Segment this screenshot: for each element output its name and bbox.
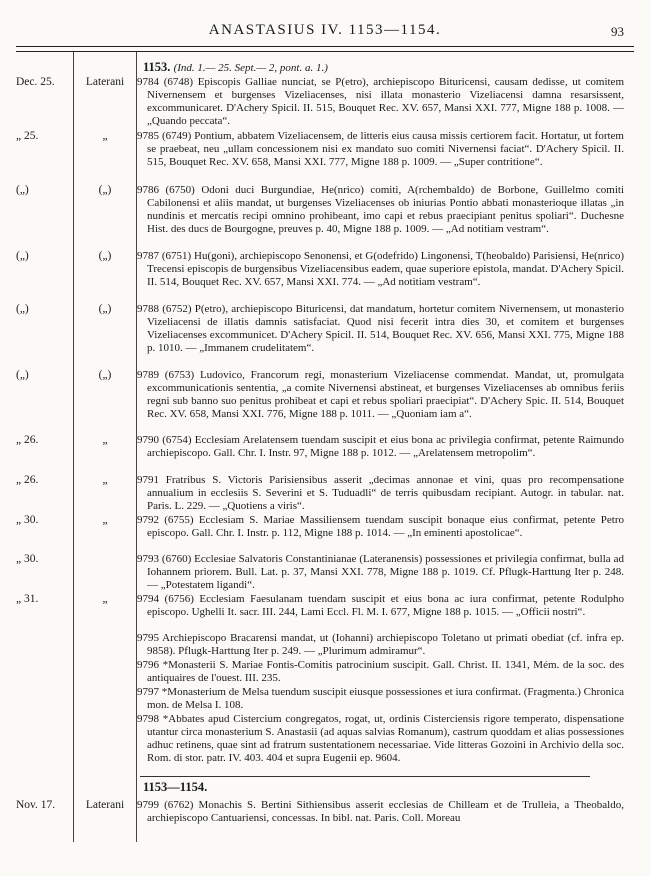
year-label: 1153. (143, 60, 171, 74)
entry-place: „ (102, 474, 108, 486)
page-header (0, 22, 650, 46)
entry-place: („) (98, 250, 112, 262)
entry-text: 9784 (6748) Episcopis Galliae nunciat, se P(etro), archiepiscopo Bituricensi, causam dedisse, ut comitem Nivernensem et burgenses Vizeliacenses, nisi illata monasterio Vizeliacensi damna resarsissent, excommunicaret. D'Achery Spicil. II. 515, Bouquet Rec. XV. 657, Mansi XXI. 777, Migne 188 p. 1008. — „Quando peccata“. (137, 76, 624, 128)
entry-text: 9796 *Monasterii S. Mariae Fontis-Comitis patrocinium suscipit. Gall. Christ. II. 1341, Mém. de la soc. des antiquaires de l'ouest. III. 235. (137, 659, 624, 685)
page-number: 93 (611, 24, 624, 39)
entry-text: 9790 (6754) Ecclesiam Arelatensem tuendam suscipit et eius bona ac privilegia confirmat, petente Raimundo archiepiscopo. Gall. Chr. I. Instr. 97, Migne 188 p. 1012. — „Arelatensem metropolim“. (137, 434, 624, 460)
entry-text: 9793 (6760) Ecclesiae Salvatoris Constantinianae (Lateranensis) possessiones et privilegia confirmat, bulla ad Iohannem priorem. Bull. Lat. p. 37, Mansi XXI. 778, Migne 188 p. 1019. Cf. Pflugk-Harttung Iter p. 248. — „Potestatem ligandi“. (137, 553, 624, 592)
header-rule-thin (16, 51, 634, 52)
year-heading (143, 780, 207, 795)
entry-date: „ 30. (16, 553, 39, 565)
entry-place: („) (98, 303, 112, 315)
entry-date: („) (16, 184, 29, 196)
section-rule (140, 776, 590, 777)
entry-date: Nov. 17. (16, 799, 56, 811)
column-divider-date (73, 52, 74, 842)
entry-text: 9799 (6762) Monachis S. Bertini Sithiensibus asserit ecclesias de Chilleam et de Trulleia, a Theobaldo, archiepiscopo Cantuariensi, concessas. In bibl. nat. Paris. Coll. Moreau (137, 799, 624, 825)
entry-text: 9792 (6755) Ecclesiam S. Mariae Massiliensem tuendam suscipit bonaque eius confirmat, petente Petro episcopo. Gall. Chr. I. Instr. p. 112, Migne 188 p. 1014. — „In eminenti apostolicae“. (137, 514, 624, 540)
entry-text: 9791 Fratribus S. Victoris Parisiensibus asserit „decimas annonae et vini, quas pro recompensatione annualium in ecclesiis S. Severini et S. Tuduadli“ de terris quibusdam recipiant. Autogr. in tabular. nat. Paris. L. 229. — „Quotiens a viris“. (137, 474, 624, 513)
entry-text: 9794 (6756) Ecclesiam Faesulanam tuendam suscipit et eius bona ac iura confirmat, petente Rodulpho episcopo. Ughelli It. sacr. III. 244, Lami Eccl. Fl. M. I. 677, Migne 188 p. 1015. — „Officii nostri“. (137, 593, 624, 619)
entry-date: („) (16, 303, 29, 315)
entry-text: 9797 *Monasterium de Melsa tuendum suscipit eiusque possessiones et iura confirmat. (Fragmenta.) Chronica mon. de Melsa I. 108. (137, 686, 624, 712)
entry-date: „ 26. (16, 474, 39, 486)
year-label: 1153—1154. (143, 780, 208, 794)
running-title: ANASTASIUS IV. 1153—1154. (208, 22, 442, 38)
header-rule (16, 46, 634, 47)
entry-place: „ (102, 514, 108, 526)
entry-place: Laterani (85, 799, 125, 811)
entry-text: 9787 (6751) Hu(goni), archiepiscopo Senonensi, et G(odefrido) Lingonensi, T(heobaldo) Parisiensi, He(nrico) Trecensi episcopis de burgensibus Vizeliacensibus eadem, quae superiore epistola, mandat. D'Achery Spicil. II. 514, Bouquet Rec. XV. 657, Mansi XXI. 774. — „Ad notitiam vestram“. (137, 250, 624, 289)
entry-text: 9795 Archiepiscopo Bracarensi mandat, ut (Iohanni) archiepiscopo Toletano ut primati obediat (cf. infra ep. 9858). Pflugk-Harttung Iter p. 249. — „Plurimum admiramur“. (137, 632, 624, 658)
entry-date: „ 30. (16, 514, 39, 526)
entry-text: 9798 *Abbates apud Cistercium congregatos, rogat, ut, ordinis Cisterciensis rigore temperato, dispensatione utantur circa monasterium S. Anastasii (ad aquas salvias Romanum), castrum quoddam et alias possessiones adhuc retinens, quae sint ad fratrum sustentationem necessariae. Vide litteras Gozoini in Archivio della soc. Rom. di stor. patr. IV. 403. 404 et supra Eugenii ep. 9604. (137, 713, 624, 765)
entry-text: 9788 (6752) P(etro), archiepiscopo Bituricensi, dat mandatum, hortetur comitem Nivernensem, ut monasterio Vizeliacensi de illatis damnis satisfaciat. Quod nisi fecerit intra dies 30, et comitem et burgenses Vizeliacenses excommunicet. D'Achery Spicil. II. 514, Bouquet Rec. XV. 656, Mansi XXI. 775, Migne 188 p. 1010. — „Immanem crudelitatem“. (137, 303, 624, 355)
entry-place: „ (102, 593, 108, 605)
entry-text: 9789 (6753) Ludovico, Francorum regi, monasterium Vizeliacense commendat. Mandat, ut, promulgata excommunicationis sententia, „a comite Nivernensi abstineat, et burgenses Vizeliacenses ab omnibus feriis regni sub banno suo penitus prohibeat et capi et rebus spoliari praecipiat“. D'Achery Spic. II. 514, Bouquet Rec. XV. 658, Mansi XXI. 776, Migne 188 p. 1011. — „Quoniam iam a“. (137, 369, 624, 421)
entry-date: Dec. 25. (16, 76, 55, 88)
entry-date: „ 31. (16, 593, 39, 605)
entry-place: („) (98, 184, 112, 196)
entry-text: 9786 (6750) Odoni duci Burgundiae, He(nrico) comiti, A(rchembaldo) de Borbone, Guillelmo comiti Cabilonensi et aliis mandat, ut burgenses Vizeliacenses ob iniurias Pontio abbati monasterioque illatas „in nundinis et mercatis recipi omnino prohibeant, imo capi et rebus praecipiant penitus spoliari“. Duchesne Hist. des ducs de Bourgogne, preuves p. 40, Migne 188 p. 1009. — „Ad notitiam vestram“. (137, 184, 624, 236)
year-heading (143, 60, 328, 76)
entry-place: („) (98, 369, 112, 381)
entry-place: „ (102, 130, 108, 142)
entry-date: („) (16, 369, 29, 381)
year-subheading: (Ind. 1.— 25. Sept.— 2, pont. a. 1.) (173, 62, 328, 74)
entry-place: „ (102, 434, 108, 446)
entry-text: 9785 (6749) Pontium, abbatem Vizeliacensem, de litteris eius causa missis certiorem facit. Hortatur, ut fortem se praebeat, neu „ullam concessionem nisi ex mandato suo comiti Nivernensi faciat“. D'Achery Spicil. II. 515, Bouquet Rec. XV. 658, Mansi XXI. 777, Migne 188 p. 1009. — „Super contritione“. (137, 130, 624, 169)
entry-date: „ 26. (16, 434, 39, 446)
entry-date: „ 25. (16, 130, 39, 142)
entry-date: („) (16, 250, 29, 262)
entry-place: Laterani (85, 76, 125, 88)
